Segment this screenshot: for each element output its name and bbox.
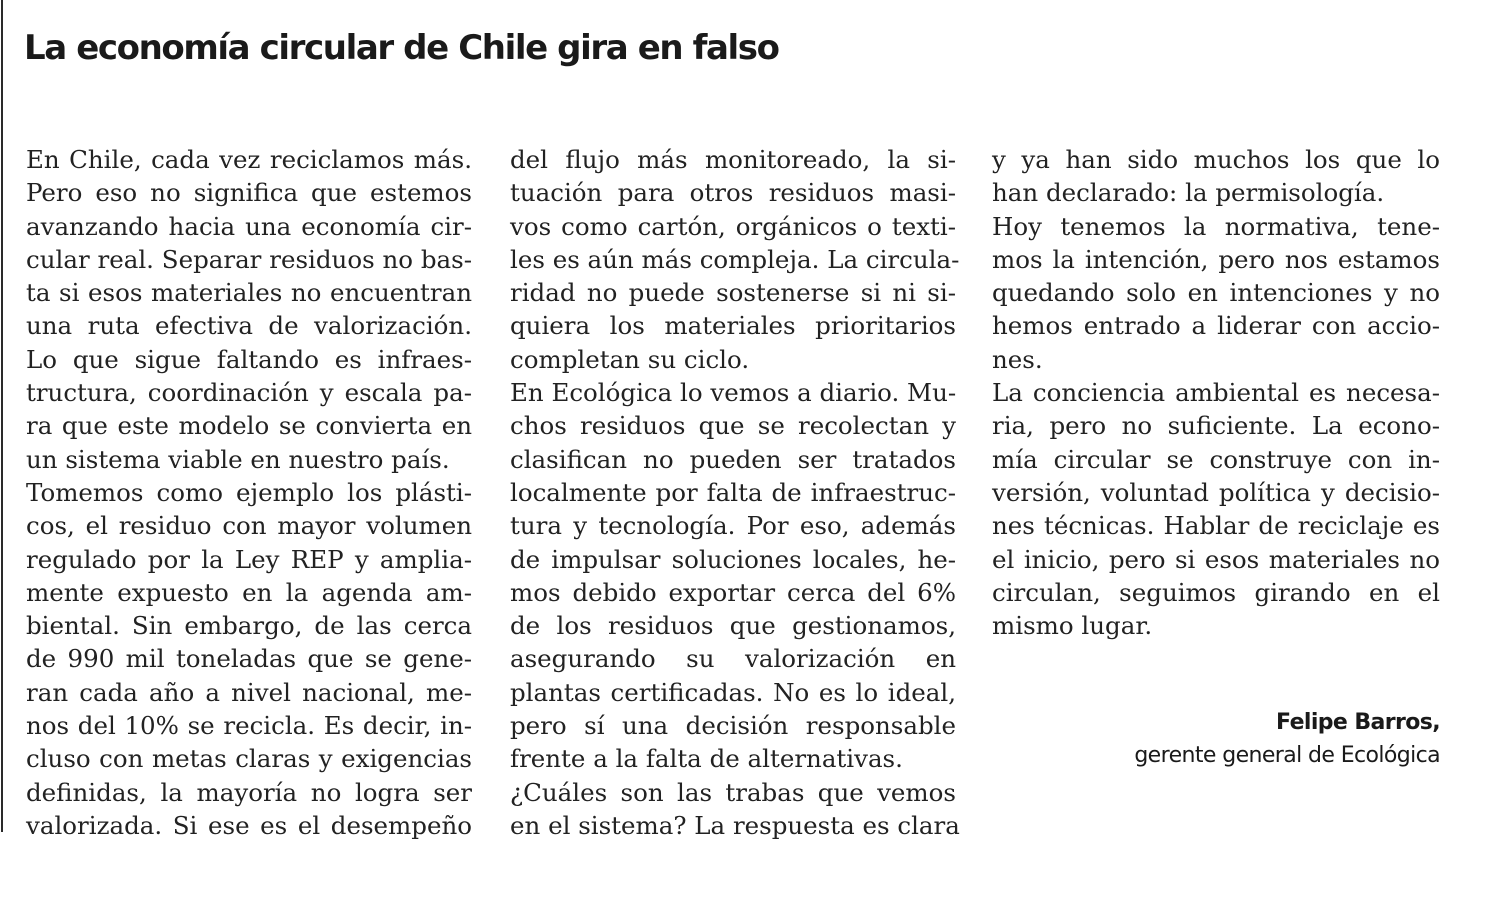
article-text-line: Pero eso no significa que estemos — [26, 178, 472, 208]
article-text-line: una ruta efectiva de valorización. — [26, 311, 472, 341]
article-text-line: valorizada. Si ese es el desempeño — [26, 810, 472, 840]
article-text-line: cos, el residuo con mayor volumen — [26, 511, 472, 541]
article-text-line: mismo lugar. — [992, 611, 1153, 641]
article-text-line: En Ecológica lo vemos a diario. Mu- — [510, 378, 957, 408]
article-text-line: En Chile, cada vez reciclamos más. — [26, 145, 472, 174]
article-text-line: de los residuos que gestionamos, — [510, 611, 956, 641]
article-text-line: definidas, la mayoría no logra ser — [26, 777, 472, 807]
article-text-line: un sistema viable en nuestro país. — [26, 444, 450, 474]
page-left-rule — [1, 0, 3, 832]
article-text-line: ridad no puede sostenerse si ni si- — [510, 278, 956, 308]
article-text-line: Lo que sigue faltando es infraes- — [26, 344, 472, 374]
article-text-line: completan su ciclo. — [510, 344, 750, 374]
article-text-line: regulado por la Ley REP y amplia- — [26, 544, 472, 574]
article-text-line: mente expuesto en la agenda am- — [26, 577, 472, 607]
article-text-line: tructura, coordinación y escala pa- — [26, 378, 472, 408]
article-text-line: clasifican no pueden ser tratados — [510, 444, 956, 474]
article-text-line: pero sí una decisión responsable — [510, 711, 956, 741]
article-text-line: mía circular se construye con in- — [992, 444, 1440, 474]
article-text-line: chos residuos que se recolectan y — [510, 411, 956, 441]
article-text-line: circulan, seguimos girando en el — [992, 577, 1440, 607]
article-text-line: ria, pero no suficiente. La econo- — [992, 411, 1440, 441]
article-text-line: tura y tecnología. Por eso, además — [510, 511, 956, 541]
article-text-line: nes. — [992, 344, 1043, 374]
article-text-line: ¿Cuáles son las trabas que vemos — [510, 777, 956, 807]
article-text-line: han declarado: la permisología. — [992, 178, 1385, 208]
article-text-line: Tomemos como ejemplo los plásti- — [26, 477, 472, 507]
article-text-line: el inicio, pero si esos materiales no — [992, 544, 1440, 574]
article-text-line: quiera los materiales prioritarios — [510, 311, 956, 341]
article-text-line: La conciencia ambiental es necesa- — [992, 378, 1440, 408]
article-text-line: biental. Sin embargo, de las cerca — [26, 611, 472, 641]
article-text-line: tuación para otros residuos masi- — [510, 178, 956, 208]
article-text-line: ra que este modelo se convierta en — [26, 411, 472, 441]
author-role: gerente general de Ecológica — [1134, 743, 1440, 768]
article-text-line: y ya han sido muchos los que lo — [992, 145, 1440, 174]
article-text-line: ran cada año a nivel nacional, me- — [26, 677, 472, 707]
article-title: La economía circular de Chile gira en falso — [24, 28, 779, 68]
article-column-1 — [26, 143, 472, 842]
article-text-line: de 990 mil toneladas que se gene- — [26, 644, 472, 674]
article-text-line: nes técnicas. Hablar de reciclaje es — [992, 511, 1440, 541]
article-text-line: frente a la falta de alternativas. — [510, 744, 903, 774]
article-text-line: hemos entrado a liderar con accio- — [992, 311, 1440, 341]
article-text-line: versión, voluntad política y decisio- — [992, 477, 1440, 507]
article-text-line: quedando solo en intenciones y no — [992, 278, 1440, 308]
article-text-line: avanzando hacia una economía cir- — [26, 211, 472, 241]
article-text-line: cluso con metas claras y exigencias — [26, 744, 472, 774]
article-text-line: localmente por falta de infraestruc- — [510, 477, 956, 507]
article-text-line: de impulsar soluciones locales, he- — [510, 544, 956, 574]
article-text-line: nos del 10% se recicla. Es decir, in- — [26, 711, 472, 741]
article-text-line: vos como cartón, orgánicos o texti- — [510, 211, 956, 241]
article-text-line: ta si esos materiales no encuentran — [26, 278, 472, 308]
article-column-2 — [510, 143, 960, 842]
author-name: Felipe Barros, — [1276, 710, 1440, 735]
article-text-line: mos la intención, pero nos estamos — [992, 244, 1440, 274]
article-text-line: plantas certificadas. No es lo ideal, — [510, 677, 956, 707]
article-text-line: en el sistema? La respuesta es clara — [510, 810, 960, 840]
article-text-line: del flujo más monitoreado, la si- — [510, 145, 956, 174]
article-text-line: mos debido exportar cerca del 6% — [510, 577, 956, 607]
article-text-line: cular real. Separar residuos no bas- — [26, 244, 472, 274]
article-text-line: asegurando su valorización en — [510, 644, 956, 674]
article-text-line: les es aún más compleja. La circula- — [510, 244, 960, 274]
article-text-line: Hoy tenemos la normativa, tene- — [992, 211, 1440, 241]
article-column-3 — [992, 143, 1440, 642]
article-signature — [1134, 706, 1440, 772]
